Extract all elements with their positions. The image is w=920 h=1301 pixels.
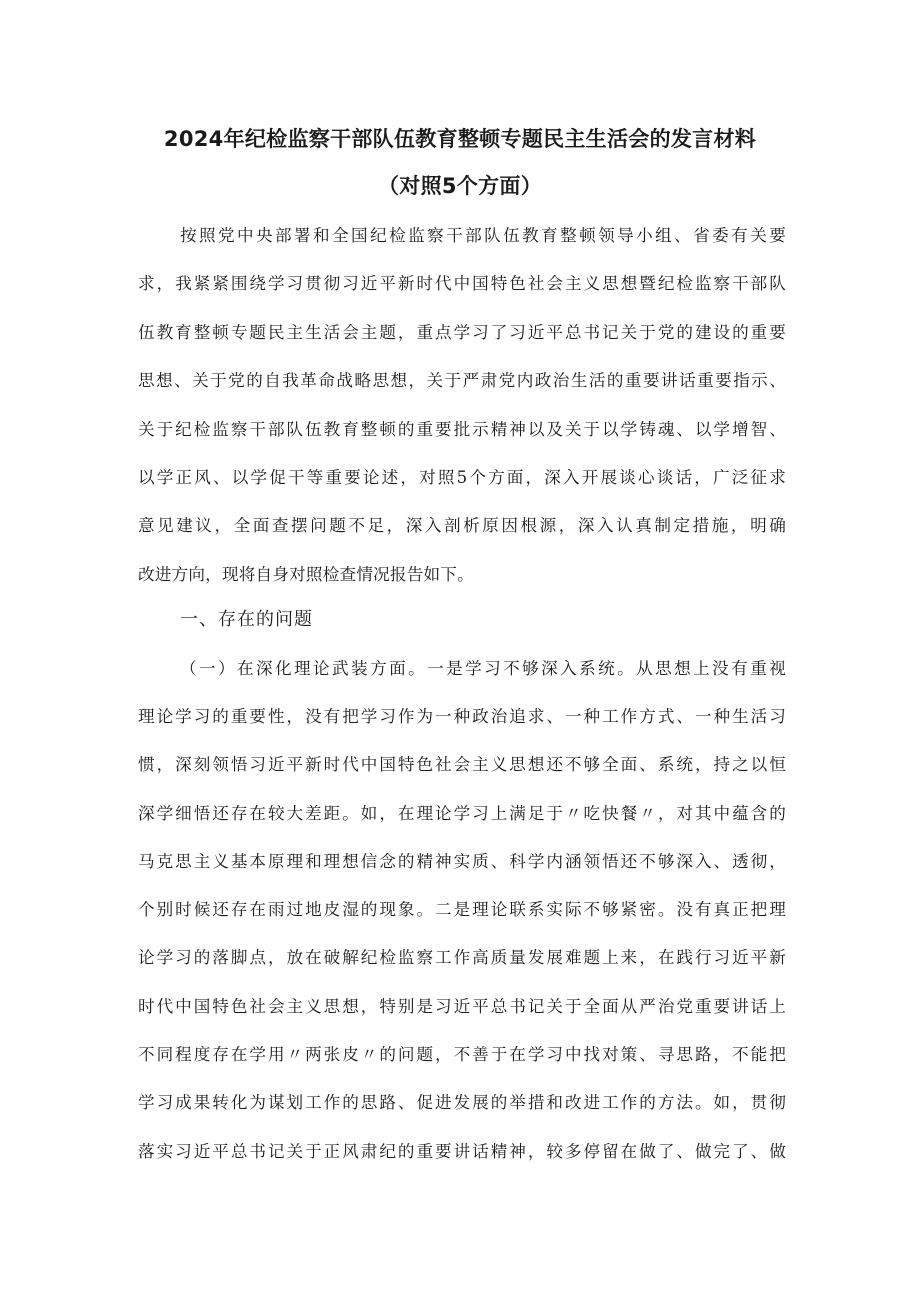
section-line: 论学习的落脚点，放在破解纪检监察工作高质量发展难题上来，在践行习近平新 (138, 948, 786, 967)
section-line: （一）在深化理论武装方面。一是学习不够深入系统。从思想上没有重视 (180, 659, 786, 678)
section-heading: 一、存在的问题 (180, 609, 313, 630)
intro-line: 按照党中央部署和全国纪检监察干部队伍教育整顿领导小组、省委有关要 (180, 226, 786, 245)
intro-line: 伍教育整顿专题民主生活会主题，重点学习了习近平总书记关于党的建设的重要 (138, 323, 786, 342)
section-line: 时代中国特色社会主义思想，特别是习近平总书记关于全面从严治党重要讲话上 (138, 997, 786, 1016)
section-line: 落实习近平总书记关于正风肃纪的重要讲话精神，较多停留在做了、做完了、做 (138, 1142, 786, 1161)
document-title: 2024年纪检监察干部队伍教育整顿专题民主生活会的发言材料 (163, 127, 757, 151)
section-line: 不同程度存在学用〃两张皮〃的问题，不善于在学习中找对策、寻思路，不能把 (138, 1045, 786, 1064)
section-line: 理论学习的重要性，没有把学习作为一种政治追求、一种工作方式、一种生活习 (138, 707, 786, 726)
intro-line: 以学正风、以学促干等重要论述，对照5个方面，深入开展谈心谈话，广泛征求 (138, 468, 786, 487)
section-line: 马克思主义基本原理和理想信念的精神实质、科学内涵领悟还不够深入、透彻， (138, 852, 786, 871)
intro-line: 求，我紧紧围绕学习贯彻习近平新时代中国特色社会主义思想暨纪检监察干部队 (138, 274, 786, 293)
intro-line: 改进方向，现将自身对照检查情况报告如下。 (138, 565, 474, 584)
section-line: 惯，深刻领悟习近平新时代中国特色社会主义思想还不够全面、系统，持之以恒 (138, 755, 786, 774)
intro-line: 思想、关于党的自我革命战略思想，关于严肃党内政治生活的重要讲话重要指示、 (138, 371, 786, 390)
intro-line: 关于纪检监察干部队伍教育整顿的重要批示精神以及关于以学铸魂、以学增智、 (138, 420, 786, 439)
section-line: 深学细悟还存在较大差距。如，在理论学习上满足于〃吃快餐〃，对其中蕴含的 (138, 804, 786, 823)
section-line: 学习成果转化为谋划工作的思路、促进发展的举措和改进工作的方法。如，贯彻 (138, 1093, 786, 1112)
intro-line: 意见建议，全面查摆问题不足，深入剖析原因根源，深入认真制定措施，明确 (138, 516, 786, 535)
document-subtitle: （对照5个方面） (377, 174, 542, 198)
section-line: 个别时候还存在雨过地皮湿的现象。二是理论联系实际不够紧密。没有真正把理 (138, 900, 786, 919)
